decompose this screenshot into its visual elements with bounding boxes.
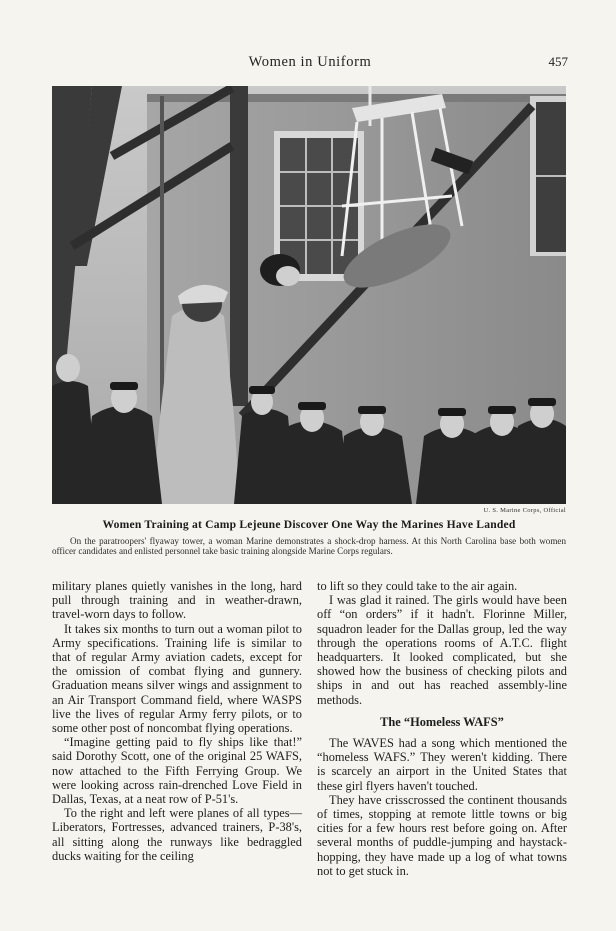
paragraph: “Imagine getting paid to fly ships like that!” said Dorothy Scott, one of the original 25 WAFS, now attached to the Fifth Ferrying Group. We were looking across rain-drenched Love Field in Dallas, Texas, at a neat row of P-51's.	[52, 735, 302, 807]
paragraph: I was glad it rained. The girls would have been off “on orders” if it hadn't. Florinne Miller, squadron leader for the Dallas group, led the way through the operations rooms of A.T.C. flight headquarters. It looked complicated, but she showed how the business of checking pilots and ships in and out has reached assembly-line methods.	[317, 593, 567, 707]
caption-title: Women Training at Camp Lejeune Discover One Way the Marines Have Landed	[102, 518, 516, 531]
photo-illustration	[52, 86, 566, 504]
paragraph: to lift so they could take to the air again.	[317, 579, 518, 593]
paragraph: It takes six months to turn out a woman pilot to Army specifications. Training life is similar to that of regular Army aviation cadets, except for the omission of combat flying and gunnery. Graduation means silver wings and assignment to an Air Transport Command field, where WASPS live the lives of regular Army ferry pilots, or to some other post of noncombat flying operations.	[52, 621, 302, 736]
photo-credit: U. S. Marine Corps, Official	[483, 507, 566, 514]
page-number: 457	[548, 54, 568, 69]
paragraph: To the right and left were planes of all types—Liberators, Fortresses, advanced trainers, P-38's, all sitting along the runways like bedraggled ducks waiting for the ceiling	[52, 806, 302, 863]
paragraph: military planes quietly vanishes in the long, hard pull through training and in weather-drawn, travel-worn days to follow.	[52, 579, 302, 622]
section-subhead: The “Homeless WAFS”	[380, 714, 504, 729]
running-title: Women in Uniform	[248, 54, 372, 70]
paragraph: The WAVES had a song which mentioned the “homeless WAFS.” They weren't kidding. There is scarcely an airport in the United States that these girl flyers haven't touched.	[317, 736, 567, 793]
left-column	[52, 579, 302, 863]
paragraph: They have crisscrossed the continent thousands of times, stopping at remote little towns or big cities for a few hours rest before going on. After several months of puddle-jumping and haystack-hopping, they have made up a log of what towns not to get stuck in.	[317, 792, 567, 878]
photograph	[52, 86, 566, 504]
caption-body: On the paratroopers' flyaway tower, a woman Marine demonstrates a shock-drop harness. At this North Carolina base both women officer candidates and enlisted personnel take basic training alongside Marine Corps regulars.	[52, 536, 566, 557]
running-head	[52, 54, 568, 74]
right-column	[317, 579, 567, 878]
